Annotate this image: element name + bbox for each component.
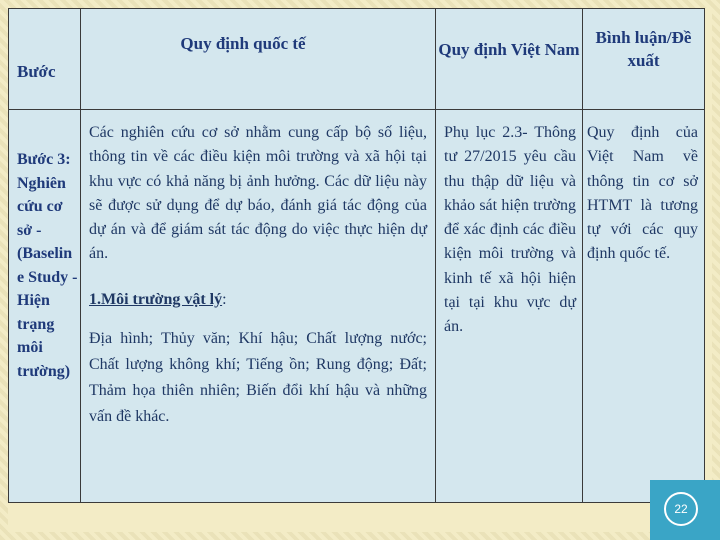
header-vietnam: Quy định Việt Nam [438,40,580,59]
vietnam-cell [436,110,583,503]
header-step-cell [9,9,81,110]
international-subtitle-suffix: : [222,290,227,308]
header-discussion: Bình luận/Đề xuất [595,28,692,70]
regulation-table [8,8,705,503]
international-list: Địa hình; Thủy văn; Khí hậu; Chất lượng nước; Chất lượng không khí; Tiếng ồn; Rung động; Đất; Thảm họa thiên nhiên; Biến đổi khí hậu và những vấn đề khác. [89,329,427,425]
international-subtitle: 1.Môi trường vật lý [89,290,223,308]
international-cell [81,110,436,503]
header-international-cell [81,9,436,110]
header-vietnam-cell [436,9,583,110]
header-discussion-cell [583,9,705,110]
header-step: Bước [17,62,56,81]
table-header-row [9,9,705,110]
international-subtitle-line [89,288,427,312]
discussion-text: Quy định của Việt Nam về thông tin cơ sở HTMT là tương tự với các quy định quốc tế. [587,124,698,263]
header-international: Quy định quốc tế [180,34,306,53]
vietnam-text: Phụ lục 2.3- Thông tư 27/2015 yêu cầu thu thập dữ liệu và khảo sát hiện trường để xác định các điều kiện môi trường và kinh tế xã hội hiện tại tại khu vực dự án. [444,124,576,336]
international-intro: Các nghiên cứu cơ sở nhằm cung cấp bộ số liệu, thông tin về các điều kiện môi trường và xã hội tại khu vực có khả năng bị ảnh hưởng. Các dữ liệu này sẽ được sử dụng để dự báo, đánh giá tác động của dự án và để giám sát tác động do việc thực hiện dự án. [89,124,427,263]
step-text: Bước 3: Nghiên cứu cơ sở - (Baseline Study - Hiện trạng môi trường) [17,151,78,380]
discussion-cell [583,110,705,503]
table-row [9,110,705,503]
page-number: 22 [664,492,698,526]
slide [8,8,712,532]
step-cell [9,110,81,503]
